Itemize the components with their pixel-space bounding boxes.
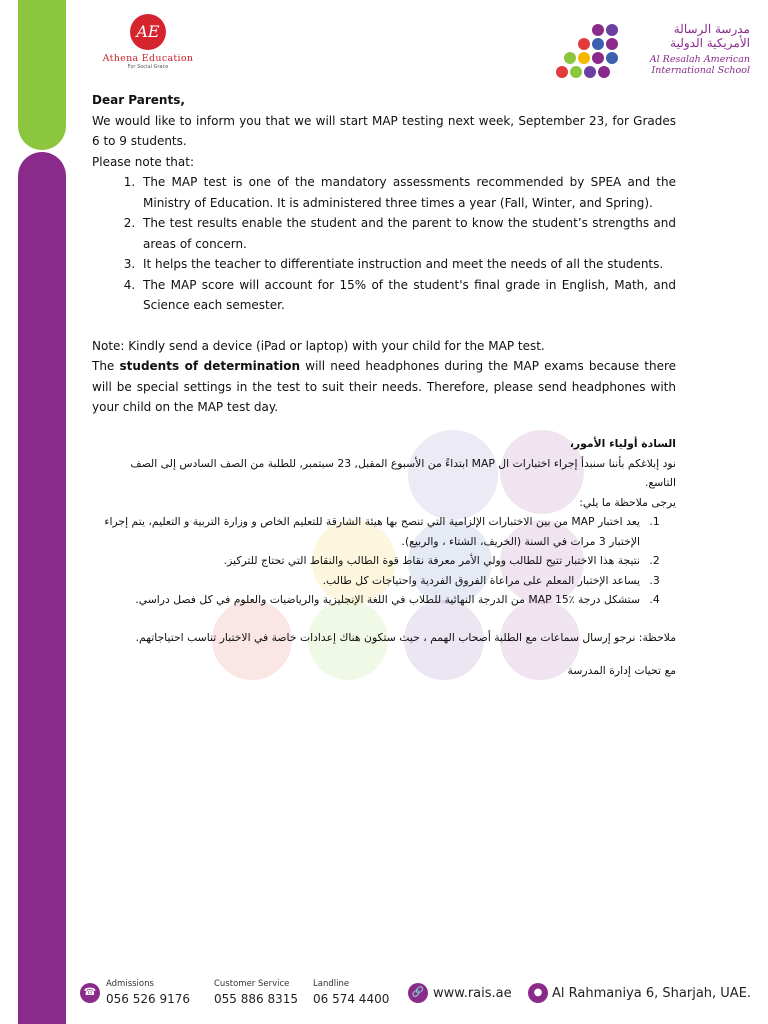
letter-arabic: [104, 434, 676, 681]
school-name-line2: International School: [651, 65, 750, 76]
intro-en: We would like to inform you that we will start MAP testing next week, September 23, for Grades 6 to 9 students.: [92, 113, 676, 148]
list-item: 2. نتيجة هذا الاختبار تتيح للطالب وولي الأمر معرفة نقاط قوة الطالب والنقاط التي تحتاج للتركيز.: [104, 551, 646, 571]
landline-label: Landline: [313, 979, 350, 989]
list-item: 3. يساعد الإختبار المعلم على مراعاة الفروق الفردية واحتياجات كل طالب.: [104, 571, 646, 591]
location-pin-icon: ●: [528, 983, 548, 1003]
intro-ar: نود إبلاغكم بأننا سنبدأ إجراء اختبارات ال MAP ابتداءً من الأسبوع المقبل, 23 سبتمبر, للطلبة من الصف السادس إلى الصف التاسع.: [130, 456, 676, 489]
athena-name: Athena Education: [102, 53, 194, 64]
school-name-line1: Al Resalah American: [649, 54, 750, 65]
footer: [78, 975, 758, 1015]
note-ar: ملاحظة: نرجو إرسال سماعات مع الطلبة أصحاب الهمم ، حيث ستكون هناك إعدادات خاصة في الاختبار تناسب احتياجاتهم.: [135, 630, 676, 644]
note-lead-en: Please note that:: [92, 154, 195, 169]
list-item: 1. يعد اختبار MAP من بين الاختبارات الإلزامية التي تنصح بها هيئة الشارقة للتعليم الخاص و وزارة التربية و التعليم، يتم إجراء الإختبار 3 مرات في السنة (الخريف، الشتاء ، والربيع).: [104, 512, 646, 551]
determination-pre: The: [92, 359, 120, 373]
list-item: 1. The MAP test is one of the mandatory assessments recommended by SPEA and the Ministry of Education. It is administered three times a year (Fall, Winter, and Spring).: [139, 172, 676, 213]
greeting-en: Dear Parents,: [92, 93, 185, 107]
sidebar-purple-band: [18, 152, 66, 1024]
sidebar-green-band: [18, 0, 66, 150]
customer-service-label: Customer Service: [214, 979, 290, 989]
letter-english: [92, 90, 676, 418]
athena-tagline: For Social Grace: [127, 64, 169, 70]
list-item: 2. The test results enable the student and the parent to know the student’s strengths and areas of concern.: [139, 213, 676, 254]
phone-icon: ☎: [80, 983, 100, 1003]
list-item: 3. It helps the teacher to differentiate instruction and meet the needs of all the students.: [139, 254, 676, 275]
notes-list-en: [92, 172, 676, 316]
greeting-ar: السادة أولياء الأمور،: [569, 437, 676, 450]
address-text: Al Rahmaniya 6, Sharjah, UAE.: [552, 986, 752, 1001]
closing-ar: مع تحيات إدارة المدرسة: [567, 664, 676, 677]
determination-bold: students of determination: [119, 359, 301, 373]
link-icon: 🔗: [408, 983, 428, 1003]
school-logo-dots: [556, 24, 616, 80]
notes-list-ar: [104, 512, 676, 610]
determination-paragraph: [92, 356, 676, 418]
list-item: 4. The MAP score will account for 15% of the student's final grade in English, Math, and Science each semester.: [139, 275, 676, 316]
admissions-number[interactable]: 056 526 9176: [106, 992, 190, 1006]
determination-post: will need headphones during the MAP exams because there will be special settings in the test to suit their needs. Therefore, please send headphones with your child on the MAP test day.: [92, 359, 677, 414]
list-item: 4. ستشكل درجة MAP 15٪ من الدرجة النهائية للطلاب في اللغة الإنجليزية والرياضيات والعلوم في كل فصل دراسي.: [104, 590, 646, 610]
device-note-en: Note: Kindly send a device (iPad or laptop) with your child for the MAP test.: [92, 338, 545, 353]
admissions-label: Admissions: [106, 979, 154, 989]
school-name-english: [650, 54, 750, 76]
athena-monogram: AE: [130, 14, 166, 50]
customer-service-number[interactable]: 055 886 8315: [214, 992, 298, 1006]
website-link[interactable]: www.rais.ae: [433, 986, 512, 1001]
note-lead-ar: يرجى ملاحظة ما يلي:: [579, 495, 676, 509]
school-name-arabic: مدرسة الرسالة الأمريكية الدولية: [670, 22, 750, 50]
athena-education-logo: [88, 14, 208, 84]
landline-number[interactable]: 06 574 4400: [313, 992, 390, 1006]
school-logo: [550, 22, 750, 82]
